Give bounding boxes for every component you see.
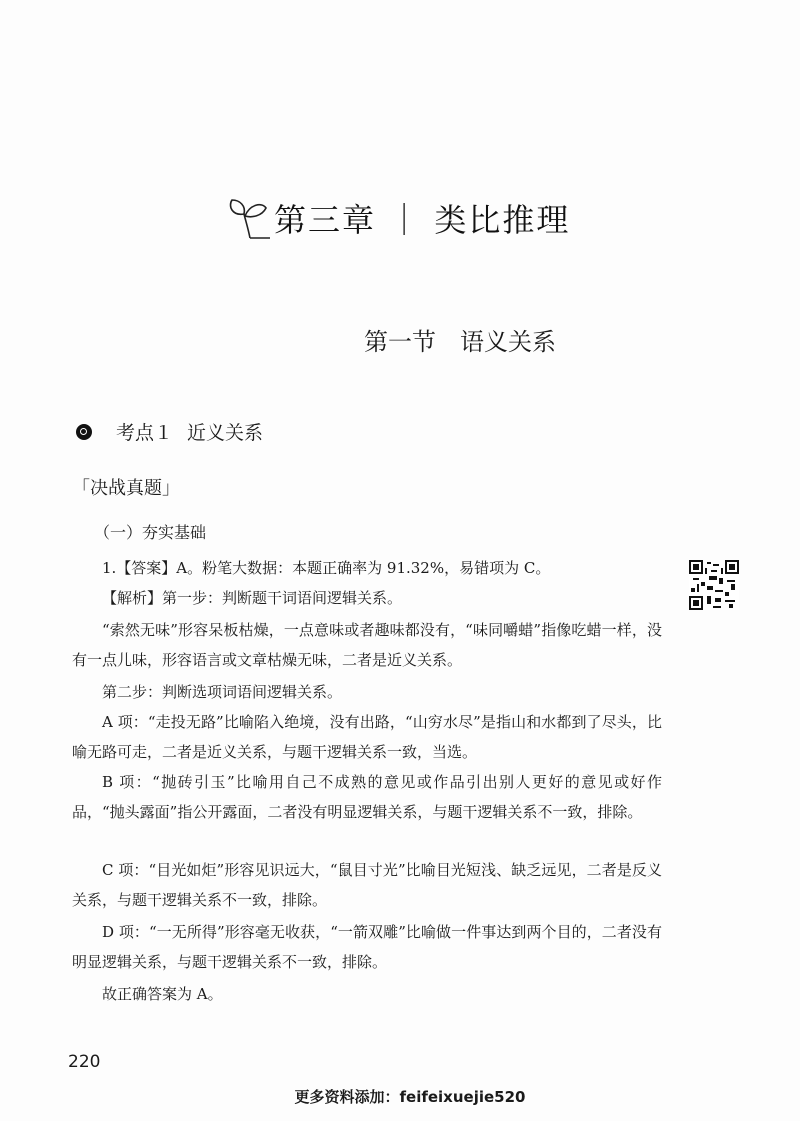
section-title bbox=[0, 322, 800, 357]
chapter-title bbox=[226, 188, 570, 248]
answer-line: 1.【答案】A。粉笔大数据：本题正确率为 91.32%，易错项为 C。 bbox=[102, 559, 551, 577]
footer-note: 更多资料添加：feifeixuejie520 bbox=[294, 1088, 526, 1106]
chapter-title-text: 第三章 ｜ 类比推理 bbox=[274, 201, 571, 239]
final-answer: 故正确答案为 A。 bbox=[102, 985, 223, 1003]
analysis-step-1: 【解析】第一步：判断题干词语间逻辑关系。 bbox=[102, 589, 403, 607]
kaodian-label: 考点１ bbox=[116, 422, 174, 444]
option-c: C 项：“目光如炬”形容见识远大，“鼠目寸光”比喻目光短浅、缺乏远见，二者是反义关系，与题干逻辑关系不一致，排除。 bbox=[72, 861, 662, 909]
analysis-step-2: 第二步：判断选项词语间逻辑关系。 bbox=[102, 683, 343, 701]
kaodian-heading bbox=[76, 418, 263, 445]
stem-explanation: “索然无味”形容呆板枯燥，一点意味或者趣味都没有，“味同嚼蜡”指像吃蜡一样，没有一点儿味，形容语言或文章枯燥无味，二者是近义关系。 bbox=[72, 621, 662, 669]
qr-code[interactable] bbox=[689, 560, 739, 610]
sub-heading: （一）夯实基础 bbox=[94, 523, 207, 542]
block-title: 「决战真题」 bbox=[72, 478, 180, 499]
page-number: 220 bbox=[68, 1052, 101, 1072]
kaodian-name: 近义关系 bbox=[187, 422, 264, 444]
section-label: 第一节 bbox=[364, 328, 436, 356]
option-a: A 项：“走投无路”比喻陷入绝境，没有出路，“山穷水尽”是指山和水都到了尽头，比喻无路可走，二者是近义关系，与题干逻辑关系一致，当选。 bbox=[72, 713, 662, 761]
option-d: D 项：“一无所得”形容毫无收获，“一箭双雕”比喻做一件事达到两个目的，二者没有明显逻辑关系，与题干逻辑关系不一致，排除。 bbox=[72, 923, 662, 971]
section-name: 语义关系 bbox=[460, 328, 556, 356]
option-b: B 项：“抛砖引玉”比喻用自己不成熟的意见或作品引出别人更好的意见或好作品，“抛头露面”指公开露面，二者没有明显逻辑关系，与题干逻辑关系不一致，排除。 bbox=[72, 773, 662, 821]
target-circle-icon bbox=[76, 424, 92, 440]
sprout-icon bbox=[226, 194, 272, 242]
